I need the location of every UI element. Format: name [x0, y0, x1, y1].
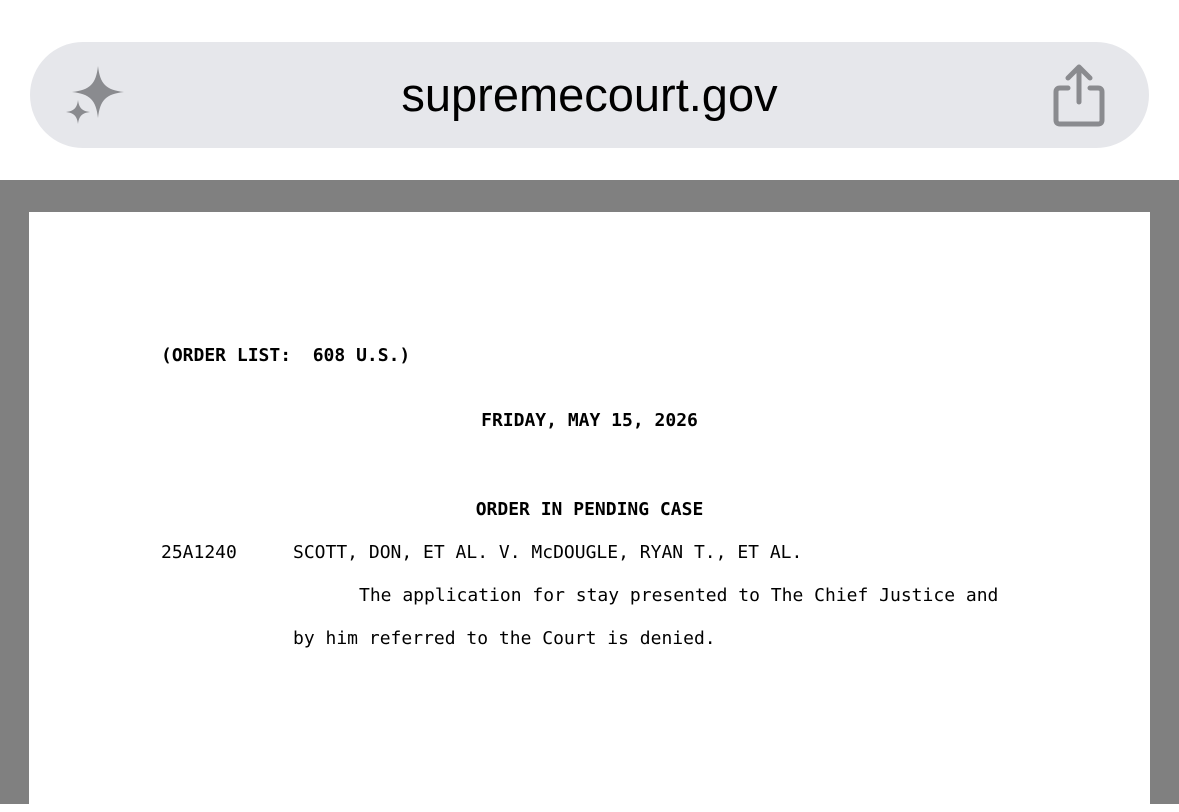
order-text-line-1: The application for stay presented to The Chief Justice and [359, 585, 999, 606]
section-title: ORDER IN PENDING CASE [475, 499, 704, 520]
browser-toolbar [0, 0, 1179, 180]
url-text[interactable]: supremecourt.gov [401, 68, 778, 121]
order-date: FRIDAY, MAY 15, 2026 [481, 410, 698, 431]
address-bar[interactable] [30, 42, 1149, 148]
order-list-heading: (ORDER LIST: 608 U.S.) [161, 345, 411, 366]
sparkle-icon[interactable] [60, 62, 130, 132]
pdf-viewer[interactable] [0, 180, 1179, 804]
case-number: 25A1240 [161, 542, 237, 563]
document-page [29, 212, 1150, 812]
case-caption: SCOTT, DON, ET AL. V. McDOUGLE, RYAN T., ET AL. [293, 542, 803, 563]
order-text-line-2: by him referred to the Court is denied. [293, 628, 716, 649]
share-icon[interactable] [1048, 62, 1110, 128]
